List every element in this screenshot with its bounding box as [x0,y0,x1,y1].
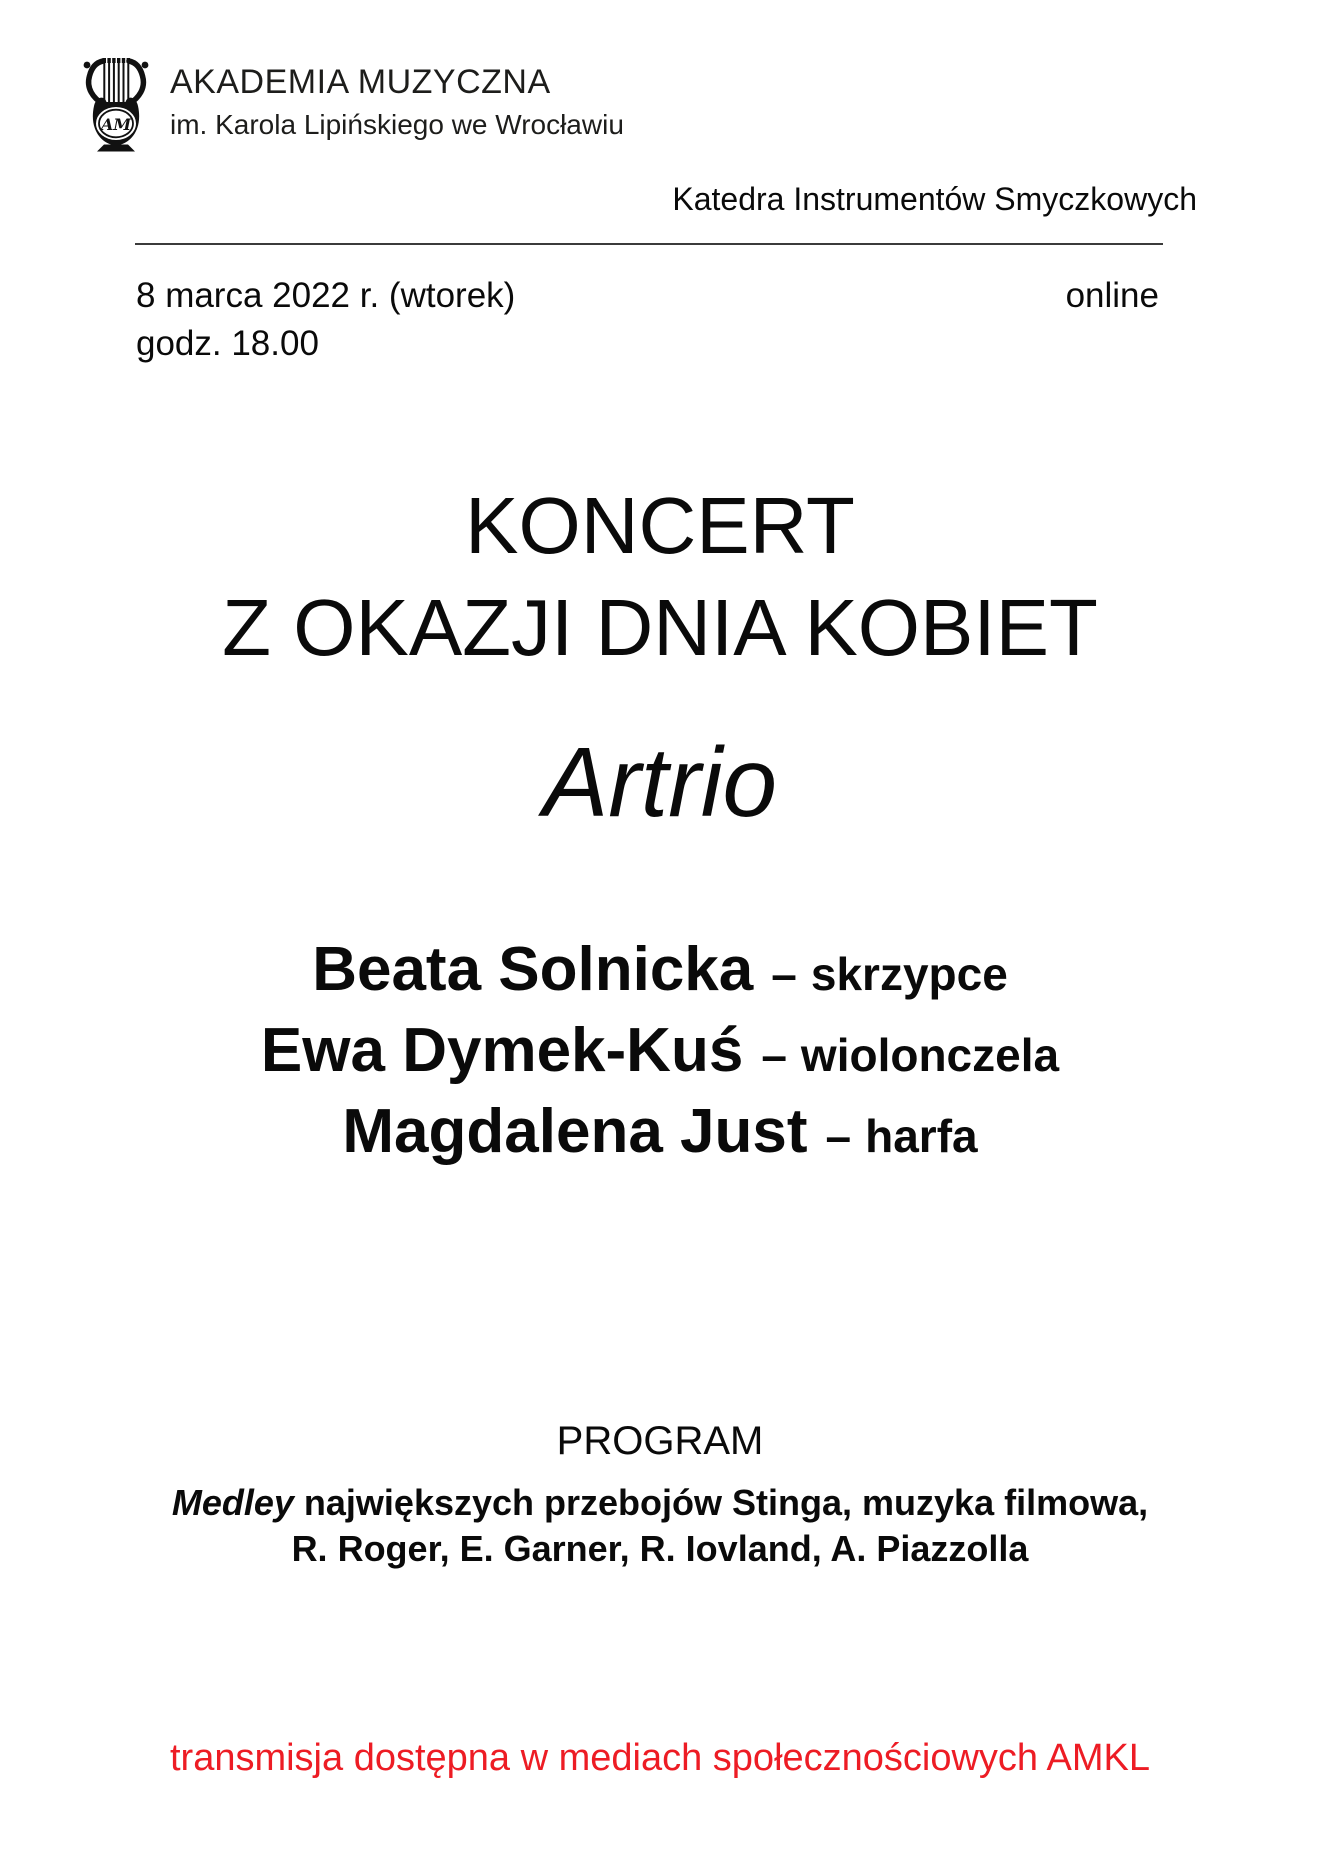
program-line1-medley: Medley [171,1482,294,1523]
dash-separator: – [761,1029,787,1081]
program-heading: PROGRAM [556,1419,764,1463]
concert-title-line1: KONCERT [465,481,855,570]
program-line1 [0,1480,1320,1526]
academy-name: AKADEMIA MUZYCZNA [170,63,551,101]
logo-monogram: AM [100,115,132,134]
event-date-block [136,272,515,368]
performer-name: Magdalena Just [342,1097,808,1166]
concert-title-line2: Z OKAZJI DNIA KOBIET [222,583,1098,672]
academy-subtitle: im. Karola Lipińskiego we Wrocławiu [170,109,624,140]
event-date: 8 marca 2022 r. (wtorek) [136,276,516,315]
program-line1-rest: największych przebojów Stinga, muzyka filmowa, [293,1482,1149,1523]
dash-separator: – [825,1110,852,1162]
footer-note: transmisja dostępna w mediach społecznościowych AMKL [169,1737,1151,1779]
lyre-icon [82,50,150,152]
ensemble-name: Artrio [542,727,778,837]
performer-name: Ewa Dymek-Kuś [260,1016,744,1085]
program-text [0,1480,1320,1572]
event-time: godz. 18.00 [136,324,319,363]
header-divider [135,243,1163,245]
dash-separator: – [771,948,797,1000]
concert-title [0,475,1320,679]
program-line2: R. Roger, E. Garner, R. Iovland, A. Piazzolla [291,1528,1029,1569]
academy-logo [82,50,624,152]
performer-instrument: wiolonczela [800,1029,1060,1081]
performer-name: Beata Solnicka [312,935,754,1004]
performers-list [0,929,1320,1172]
event-location: online [1065,276,1159,315]
academy-logo-text [170,50,624,141]
performer-row [0,929,1320,1010]
performer-instrument: skrzypce [810,948,1008,1000]
department-label: Katedra Instrumentów Smyczkowych [672,181,1197,217]
performer-instrument: harfa [865,1110,978,1162]
performer-row [0,1010,1320,1091]
performer-row [0,1091,1320,1172]
